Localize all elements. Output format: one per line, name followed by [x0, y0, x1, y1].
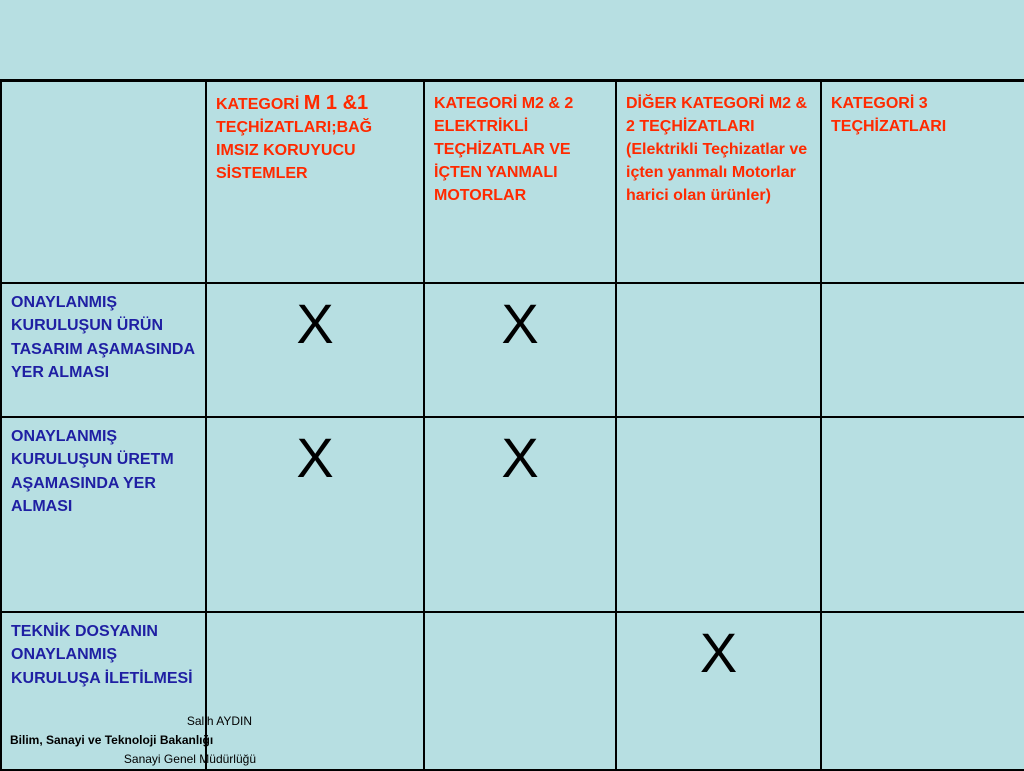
- check-mark: [822, 418, 1024, 428]
- row-label: ONAYLANMIŞ KURULUŞUN ÜRETM AŞAMASINDA YER ALMASI: [11, 427, 174, 515]
- check-mark: [822, 284, 1024, 294]
- check-mark: X: [296, 425, 334, 489]
- check-mark: [822, 613, 1024, 623]
- header-col3: DİĞER KATEGORİ M2 & 2 TEÇHİZATLARI (Elektrikli Teçhizatlar ve içten yanmalı Motorlar harici olan ürünler): [626, 95, 808, 204]
- footer-ministry: Bilim, Sanayi ve Teknoloji Bakanlığı: [10, 733, 214, 747]
- footer-directorate: Sanayi Genel Müdürlüğü: [123, 752, 256, 766]
- header-cell-other: [616, 81, 821, 283]
- header-col1-prefix: KATEGORİ: [216, 96, 304, 113]
- header-cell-m1: [206, 81, 424, 283]
- footer: [0, 712, 270, 769]
- table-row: [1, 283, 1024, 417]
- check-mark: [425, 613, 615, 623]
- corner-cell: [1, 81, 206, 283]
- header-cell-cat3: [821, 81, 1024, 283]
- header-col1-rest: TEÇHİZATLARI;BAĞ IMSIZ KORUYUCU SİSTEMLER: [216, 119, 373, 182]
- header-col1-big: M 1 &1: [303, 92, 369, 114]
- header-cell-m2: [424, 81, 616, 283]
- check-mark: [617, 284, 820, 294]
- check-mark: X: [296, 291, 334, 355]
- table-row: [1, 417, 1024, 612]
- check-mark: X: [699, 620, 738, 684]
- header-row: [1, 81, 1024, 283]
- check-mark: [207, 613, 423, 623]
- header-col4: KATEGORİ 3 TEÇHİZATLARI: [831, 95, 947, 135]
- category-table: [0, 79, 1024, 771]
- check-mark: [617, 418, 820, 428]
- check-mark: X: [501, 425, 539, 489]
- row-label: ONAYLANMIŞ KURULUŞUN ÜRÜN TASARIM AŞAMASINDA YER ALMASI: [11, 293, 195, 381]
- header-col2: KATEGORİ M2 & 2 ELEKTRİKLİ TEÇHİZATLAR VE İÇTEN YANMALI MOTORLAR: [434, 95, 574, 204]
- row-label: TEKNİK DOSYANIN ONAYLANMIŞ KURULUŞA İLETİLMESİ: [11, 622, 193, 687]
- footer-author: Salih AYDIN: [186, 714, 252, 728]
- check-mark: X: [501, 291, 539, 355]
